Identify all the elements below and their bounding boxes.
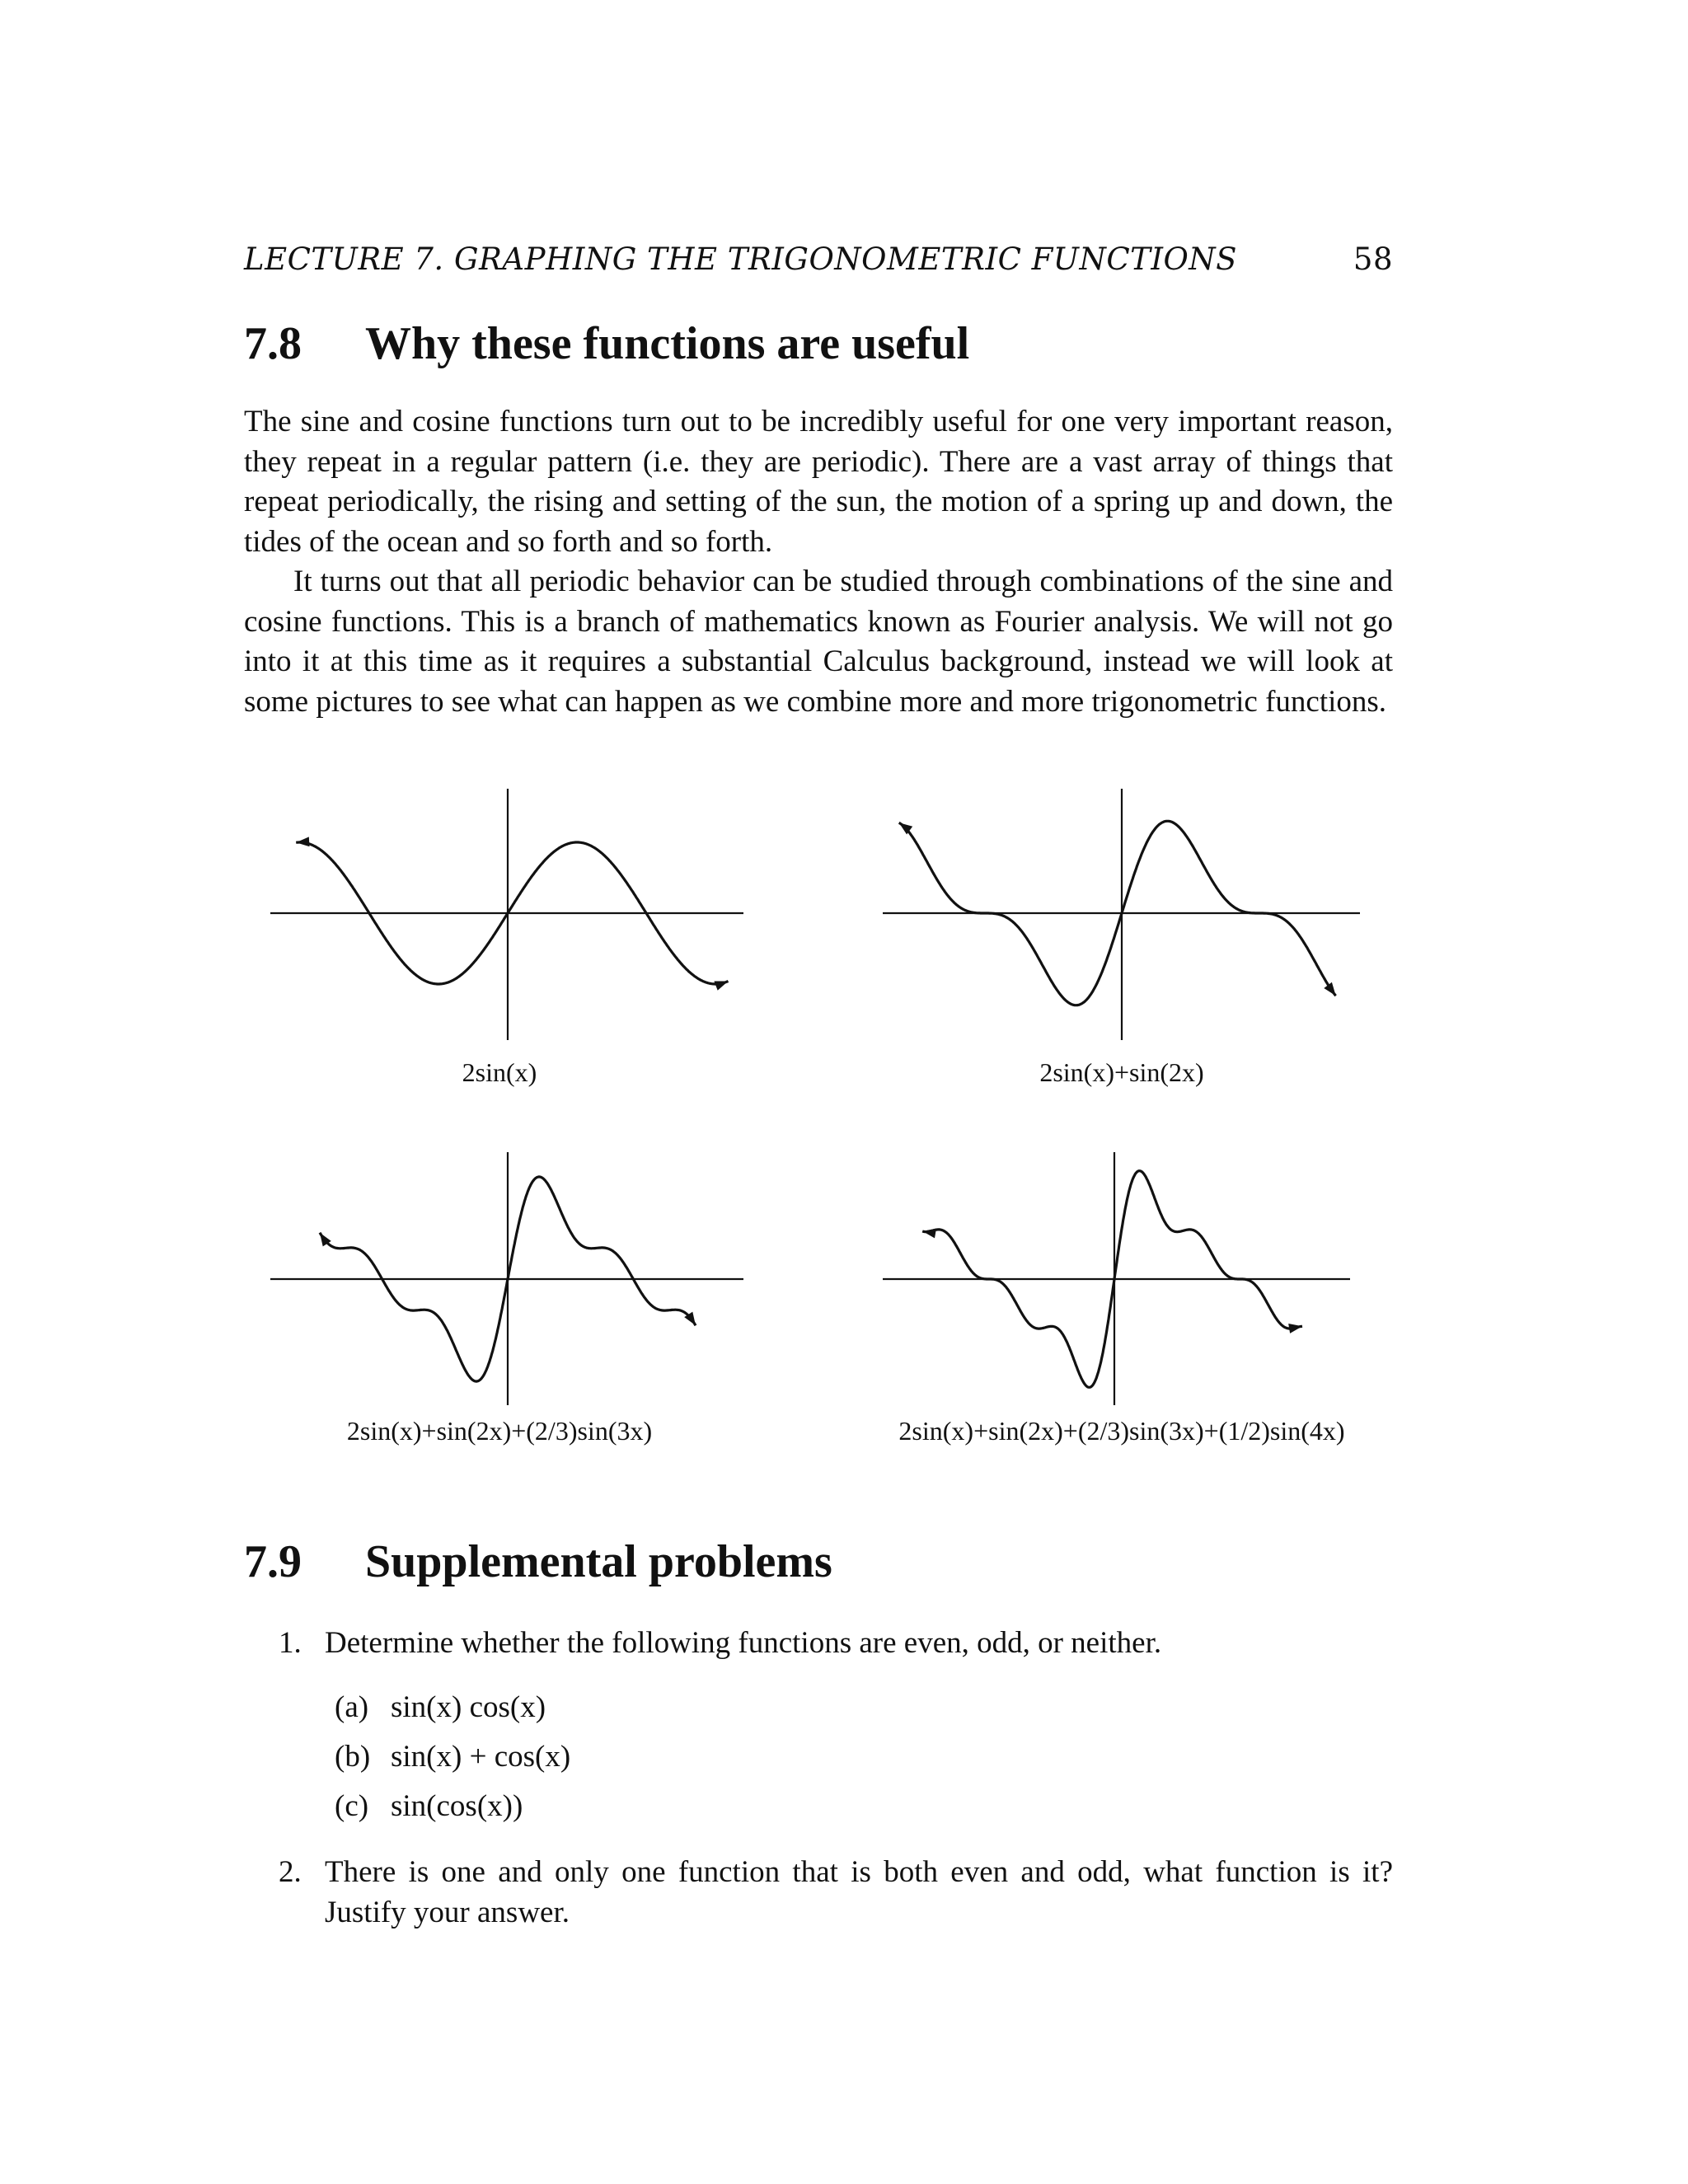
plot-1 [270, 789, 743, 1087]
plot-2 [883, 789, 1360, 1087]
running-title: LECTURE 7. GRAPHING THE TRIGONOMETRIC FUNCTIONS [244, 241, 1238, 277]
problem-1a [335, 1688, 546, 1728]
problem-number: 1. [279, 1626, 302, 1660]
plot-caption: 2sin(x) [462, 1057, 537, 1087]
part-expression: sin(cos(x)) [391, 1789, 523, 1823]
section-title: Why these functions are useful [365, 318, 970, 369]
plot-4 [883, 1152, 1350, 1446]
plot-caption: 2sin(x)+sin(2x)+(2/3)sin(3x) [346, 1416, 653, 1446]
section-number: 7.9 [244, 1536, 302, 1587]
paragraph-2: It turns out that all periodic behavior can be studied through combinations of the sine and cosine functions. This is a branch of mathematics known as Fourier analysis. We will not go into it at this time as it requires a substantial Calculus background, instead we will look at some pictures to see what can happen as we combine more and more trigonometric functions. [244, 565, 1393, 719]
part-expression: sin(x) + cos(x) [391, 1740, 571, 1774]
arrowhead-right [1324, 982, 1335, 996]
plot-3 [270, 1152, 743, 1446]
part-expression: sin(x) cos(x) [391, 1690, 546, 1724]
problem-text: There is one and only one function that is both even and odd, what function is it? Justify your answer. [325, 1855, 1393, 1929]
part-label: (c) [335, 1789, 369, 1823]
section-heading-7-9 [244, 1535, 832, 1588]
arrowhead-right [714, 982, 728, 991]
problem-1b [335, 1737, 570, 1778]
plot-caption: 2sin(x)+sin(2x) [1039, 1057, 1204, 1087]
plot-caption: 2sin(x)+sin(2x)+(2/3)sin(3x)+(1/2)sin(4x) [898, 1416, 1345, 1446]
section-number: 7.8 [244, 318, 302, 369]
part-label: (b) [335, 1740, 371, 1774]
problem-text: Determine whether the following functions are even, odd, or neither. [325, 1626, 1162, 1660]
arrowhead-left [922, 1229, 936, 1239]
section-title: Supplemental problems [365, 1536, 832, 1587]
part-label: (a) [335, 1690, 369, 1724]
arrowhead-left [296, 837, 309, 846]
page-number: 58 [1353, 241, 1393, 277]
paragraph-1: The sine and cosine functions turn out to be incredibly useful for one very important reason, they repeat in a regular pattern (i.e. they are periodic). There are a vast array of things that repeat periodically, the rising and setting of the sun, the motion of a spring up and down, the tides of the ocean and so forth and so forth. [244, 405, 1393, 559]
problem-number: 2. [279, 1855, 302, 1889]
arrowhead-right [1288, 1324, 1302, 1333]
problem-1c [335, 1787, 523, 1827]
